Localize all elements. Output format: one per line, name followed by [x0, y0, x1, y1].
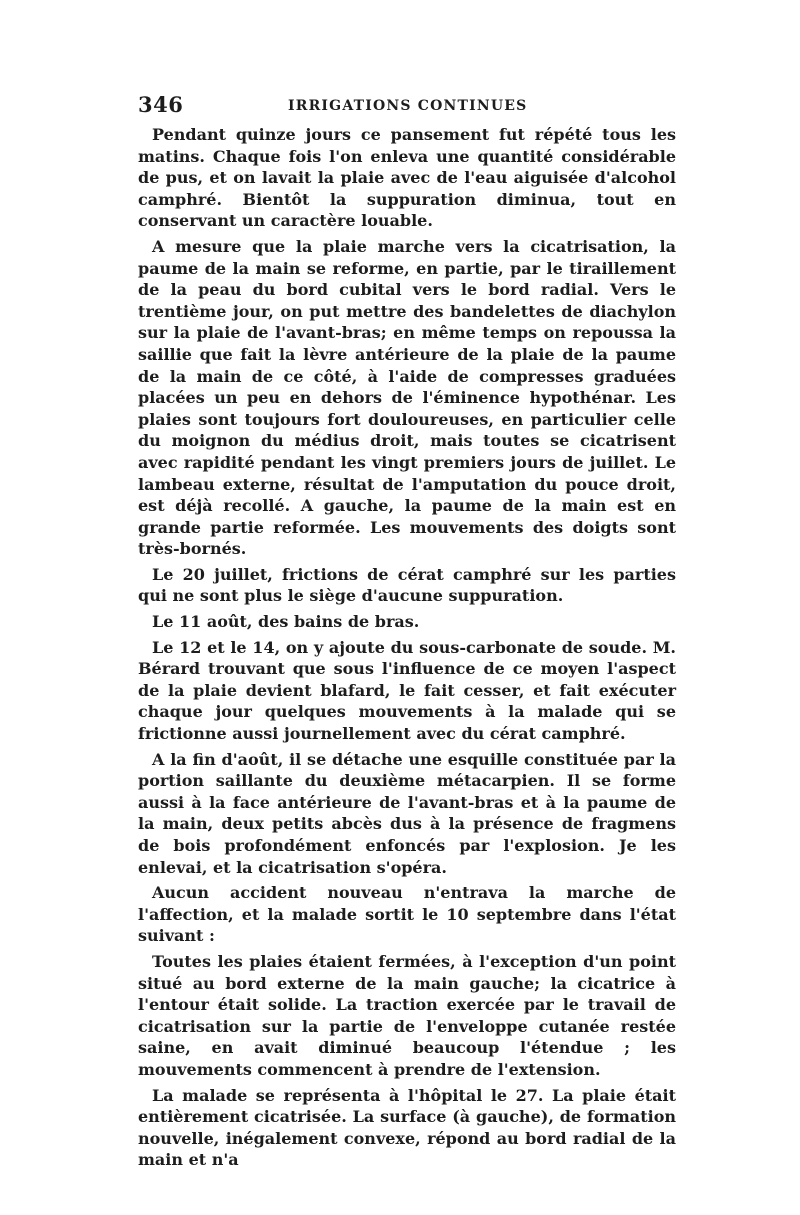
paragraph: Toutes les plaies étaient fermées, à l'exception d'un point situé au bord externe de la main gauche; la cicatrice à l'entour était solide. La traction exercée par le travail de cicatrisation sur la partie de l'enveloppe cutanée restée saine, en avait diminué beaucoup l'étendue ; les mouvements commencent à prendre de l'extension.: [138, 951, 676, 1079]
paragraph: Le 20 juillet, frictions de cérat camphré sur les parties qui ne sont plus le siège d'aucune suppuration.: [138, 564, 676, 606]
paragraph: A la fin d'août, il se détache une esquille constituée par la portion saillante du deuxième métacarpien. Il se forme aussi à la face antérieure de l'avant-bras et à la paume de la main, deux petits abcès dus à la présence de fragmens de bois profondément enfoncés par l'explosion. Je les enlevai, et la cicatrisation s'opéra.: [138, 749, 676, 877]
paragraph: A mesure que la plaie marche vers la cicatrisation, la paume de la main se reforme, en partie, par le tiraillement de la peau du bord cubital vers le bord radial. Vers le trentième jour, on put mettre des bandelettes de diachylon sur la plaie de l'avant-bras; en même temps on repoussa la saillie que fait la lèvre antérieure de la plaie de la paume de la main de ce côté, à l'aide de compresses graduées placées un peu en dehors de l'éminence hypothénar. Les plaies sont toujours fort douloureuses, en particulier celle du moignon du médius droit, mais toutes se cicatrisent avec rapidité pendant les vingt premiers jours de juillet. Le lambeau externe, résultat de l'amputation du pouce droit, est déjà recollé. A gauche, la paume de la main est en grande partie reformée. Les mouvements des doigts sont très-bornés.: [138, 236, 676, 559]
page-number: 346: [138, 92, 184, 117]
paragraph: Aucun accident nouveau n'entrava la marche de l'affection, et la malade sortit le 10 septembre dans l'état suivant :: [138, 883, 676, 946]
paragraph: Pendant quinze jours ce pansement fut répété tous les matins. Chaque fois l'on enleva une quantité considérable de pus, et on lavait la plaie avec de l'eau aiguisée d'alcohol camphré. Bientôt la suppuration diminua, tout en conservant un caractère louable.: [138, 125, 676, 231]
paragraph: Le 11 août, des bains de bras.: [152, 612, 420, 632]
paragraph: Le 12 et le 14, on y ajoute du sous-carbonate de soude. M. Bérard trouvant que sous l'influence de ce moyen l'aspect de la plaie devient blafard, le fait cesser, et fait exécuter chaque jour quelques mouvements à la malade qui se frictionne aussi journellement avec du cérat camphré.: [138, 637, 676, 744]
page-header: [138, 92, 676, 124]
body-text: [138, 124, 676, 1171]
book-page: [138, 92, 676, 1175]
running-head: IRRIGATIONS CONTINUES: [288, 98, 528, 114]
paragraph: La malade se représenta à l'hôpital le 27. La plaie était entièrement cicatrisée. La surface (à gauche), de formation nouvelle, inégalement convexe, répond au bord radial de la main et n'a: [138, 1085, 676, 1170]
